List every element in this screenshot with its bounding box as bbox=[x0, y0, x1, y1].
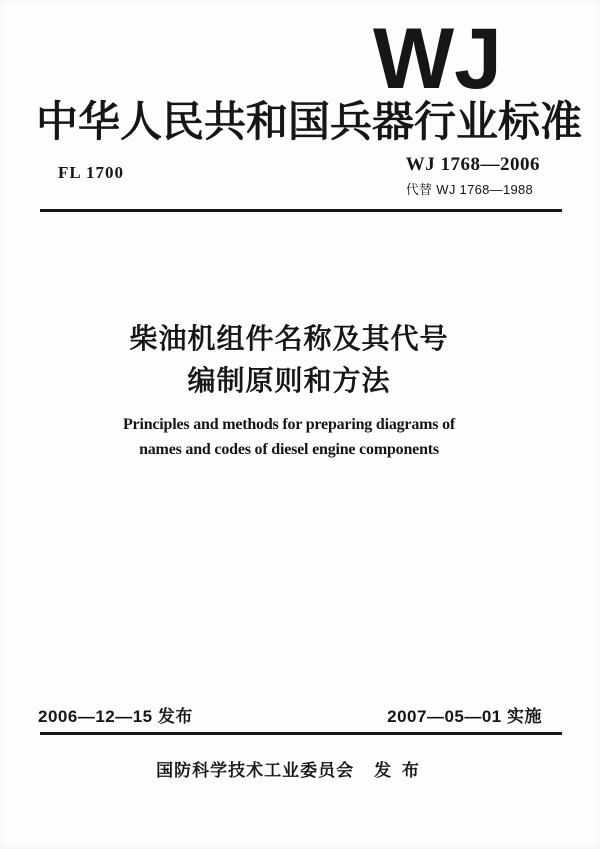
document-title-english bbox=[0, 412, 578, 462]
document-title-en-line1: Principles and methods for preparing diagrams of bbox=[122, 416, 456, 433]
document-title bbox=[0, 318, 578, 402]
standard-number-block bbox=[406, 154, 540, 198]
code-row bbox=[58, 154, 540, 198]
classification-code: FL 1700 bbox=[58, 163, 125, 182]
top-divider bbox=[40, 209, 562, 212]
document-title-line2: 编制原则和方法 bbox=[187, 365, 391, 396]
wj-logo: WJ bbox=[373, 11, 502, 107]
issue-date: 2006—12—15 发布 bbox=[38, 707, 193, 726]
document-title-line1: 柴油机组件名称及其代号 bbox=[129, 323, 449, 354]
bottom-divider bbox=[40, 732, 562, 735]
implementation-date: 2007—05—01 实施 bbox=[387, 707, 542, 726]
publisher bbox=[0, 756, 578, 781]
replaced-standard: 代替 WJ 1768—1988 bbox=[405, 182, 534, 197]
standard-number: WJ 1768—2006 bbox=[405, 154, 540, 175]
publisher-name: 国防科学技术工业委员会 bbox=[156, 761, 355, 780]
standard-category-title: 中华人民共和国兵器行业标准 bbox=[36, 98, 583, 145]
document-title-en-line2: names and codes of diesel engine components bbox=[139, 441, 439, 458]
date-row bbox=[38, 702, 542, 727]
publish-label: 发 布 bbox=[374, 761, 422, 780]
